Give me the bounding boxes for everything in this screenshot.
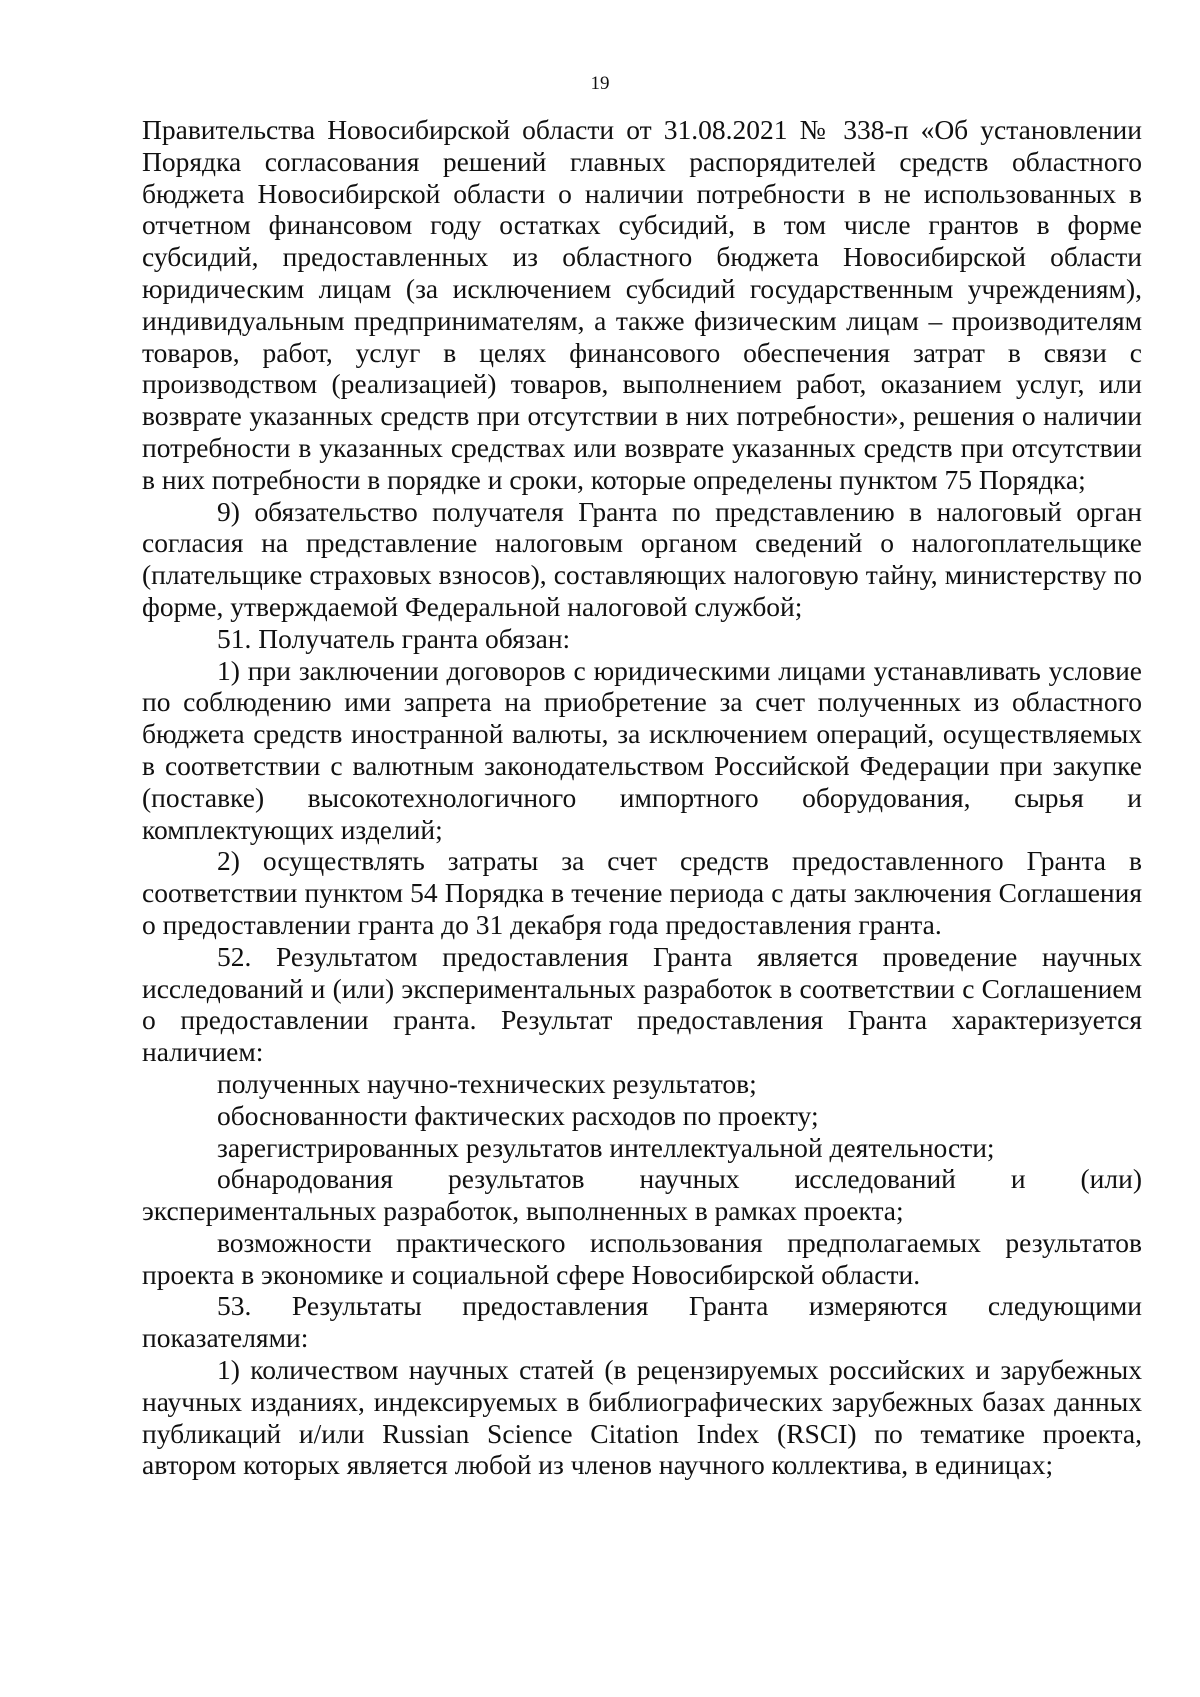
paragraph-clause-52: 52. Результатом предоставления Гранта является проведение научных исследований и (или) экспериментальных разработок в соответствии с Соглашением о предоставлении гранта. Результат предоставления Гранта характеризуется наличием:	[142, 940, 1142, 1068]
paragraph-clause-51-item-2: 2) осуществлять затраты за счет средств предоставленного Гранта в соответствии пунктом 54 Порядка в течение периода с даты заключения Соглашения о предоставлении гранта до 31 декабря года предоставления гранта.	[142, 845, 1142, 940]
paragraph-clause-53: 53. Результаты предоставления Гранта измеряются следующими показателями:	[142, 1290, 1142, 1354]
paragraph-clause-52-e: возможности практического использования предполагаемых результатов проекта в экономике и социальной сфере Новосибирской области.	[142, 1226, 1142, 1290]
paragraph-clause-51-item-1: 1) при заключении договоров с юридическими лицами устанавливать условие по соблюдению ими запрета на приобретение за счет полученных из областного бюджета средств иностранной валюты, за исключением операций, осуществляемых в соответствии с валютным законодательством Российской Федерации при закупке (поставке) высокотехнологичного импортного оборудования, сырья и комплектующих изделий;	[142, 654, 1142, 845]
paragraph-continuation: Правительства Новосибирской области от 31.08.2021 № 338-п «Об установлении Порядка согласования решений главных распорядителей средств областного бюджета Новосибирской области о наличии потребности в не использованных в отчетном финансовом году остатках субсидий, в том числе грантов в форме субсидий, предоставленных из областного бюджета Новосибирской области юридическим лицам (за исключением субсидий государственным учреждениям), индивидуальным предпринимателям, а также физическим лицам – производителям товаров, работ, услуг в целях финансового обеспечения затрат в связи с производством (реализацией) товаров, выполнением работ, оказанием услуг, или возврате указанных средств при отсутствии в них потребности», решения о наличии потребности в указанных средствах или возврате указанных средств при отсутствии в них потребности в порядке и сроки, которые определены пунктом 75 Порядка;	[142, 114, 1142, 495]
document-body	[142, 114, 1142, 1481]
paragraph-clause-52-a: полученных научно-технических результатов;	[217, 1067, 757, 1099]
paragraph-clause-51: 51. Получатель гранта обязан:	[217, 622, 571, 654]
paragraph-clause-53-item-1: 1) количеством научных статей (в рецензируемых российских и зарубежных научных изданиях, индексируемых в библиографических зарубежных базах данных публикаций и/или Russian Science Citation Index (RSCI) по тематике проекта, автором которых является любой из членов научного коллектива, в единицах;	[142, 1354, 1142, 1481]
paragraph-clause-52-b: обоснованности фактических расходов по проекту;	[217, 1099, 819, 1131]
page-number: 19	[590, 73, 610, 94]
paragraph-clause-52-d: обнародования результатов научных исследований и (или) экспериментальных разработок, выполненных в рамках проекта;	[142, 1163, 1142, 1227]
paragraph-clause-52-c: зарегистрированных результатов интеллектуальной деятельности;	[217, 1131, 995, 1163]
paragraph-item-9: 9) обязательство получателя Гранта по представлению в налоговый орган согласия на представление налоговым органом сведений о налогоплательщике (плательщике страховых взносов), составляющих налоговую тайну, министерству по форме, утверждаемой Федеральной налоговой службой;	[142, 495, 1142, 622]
